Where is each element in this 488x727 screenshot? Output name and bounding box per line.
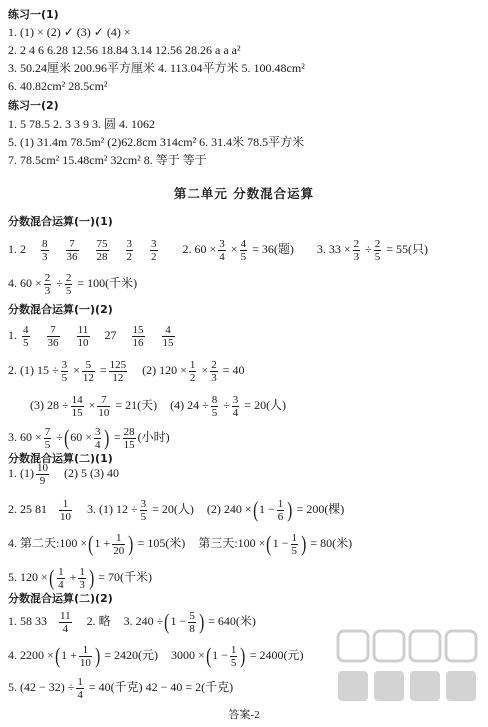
section-heading: 分数混合运算(一)(1) [8,215,113,228]
section-heading: 练习一(2) [8,99,59,112]
answer-line: 1. 58 33 $\frac{11}{4}$ 2. 略 3. 240 ÷(1 − $\frac{5}{8}$ ) = 640(米) [8,609,256,635]
answer-line: 2. 2 4 6 6.28 12.56 18.84 3.14 12.56 28.26 a a a² [8,43,241,57]
answer-line: 4. 第二天:100 ×(1 + $\frac{1}{20}$ ) = 105(米) 第三天:100 ×(1 − $\frac{1}{5}$ ) = 80(米) [8,531,353,557]
answer-line: 5. (1) 31.4m 78.5m² (2)62.8cm 314cm² 6. 31.4米 78.5平方米 [8,135,305,149]
answer-line: 1. 5 78.5 2. 3 3 9 3. 圆 4. 1062 [8,117,156,131]
answer-line: 1. (1) × (2) ✓ (3) ✓ (4) × [8,25,131,39]
answer-line: 6. 40.82cm² 28.5cm² [8,79,108,93]
section-heading: 分数混合运算(二)(1) [8,452,113,465]
watermark-logo [332,627,482,707]
section-heading: 分数混合运算(二)(2) [8,592,113,605]
page-footer: 答案-2 [228,709,260,721]
section-heading: 练习一(1) [8,8,59,21]
answer-line: 2. (1) 15 ÷ $\frac{3}{5}$ × $\frac{5}{12}$ = $\frac{125}{12}$ (2) 120 × $\frac{1}{2}$ × $\frac{2}{3}$ = 40 [8,358,245,384]
answer-line: 3. 60 × $\frac{7}{5}$ ÷(60 × $\frac{3}{4}$ ) = $\frac{28}{15}$ (小时) [8,425,170,451]
answer-line: 2. 25 81 $\frac{1}{10}$ 3. (1) 12 ÷ $\frac{3}{5}$ = 20(人) (2) 240 ×(1 − $\frac{1}{6}$ ) = 200(棵) [8,497,345,523]
answer-line: 4. 60 × $\frac{2}{3}$ ÷ $\frac{2}{5}$ = 100(千米) [8,271,138,297]
answer-line: 1. 2 $\frac{8}{3}$ $\frac{7}{36}$ $\frac{75}{28}$ $\frac{3}{2}$ $\frac{3}{2}$ 2. 60 × $\frac{3}{4}$ × $\frac{4}{5}$ = 36(题) 3. 33 × $\frac{2}{3}$ ÷ $\frac{2}{5}$ = 55(只) [8,237,428,263]
answer-line: 5. (42 − 32) ÷ $\frac{1}{4}$ = 40(千克) 42 − 40 = 2(千克) [8,675,234,701]
answer-line: (3) 28 ÷ $\frac{14}{15}$ × $\frac{7}{10}$ = 21(天) (4) 24 ÷ $\frac{8}{5}$ ÷ $\frac{3}{4}$ = 20(人) [30,393,287,419]
answer-line: 7. 78.5cm² 15.48cm² 32cm² 8. 等于 等于 [8,153,207,167]
answer-line: 4. 2200 ×(1 + $\frac{1}{10}$ ) = 2420(元) 3000 ×(1 − $\frac{1}{5}$ ) = 2400(元) [8,643,304,669]
answer-line: 1. (1) $\frac{10}{9}$ (2) 5 (3) 40 [8,461,119,487]
unit-title: 第二单元 分数混合运算 [173,186,315,201]
section-heading: 分数混合运算(一)(2) [8,303,113,316]
answer-line: 3. 50.24厘米 200.96平方厘米 4. 113.04平方米 5. 100.48cm² [8,61,305,75]
answer-line: 5. 120 ×( $\frac{1}{4}$ + $\frac{1}{3}$ ) = 70(千米) [8,565,152,591]
answer-line: 1. $\frac{4}{5}$ $\frac{7}{36}$ $\frac{11}{10}$ 27 $\frac{15}{16}$ $\frac{4}{15}$ [8,323,174,349]
